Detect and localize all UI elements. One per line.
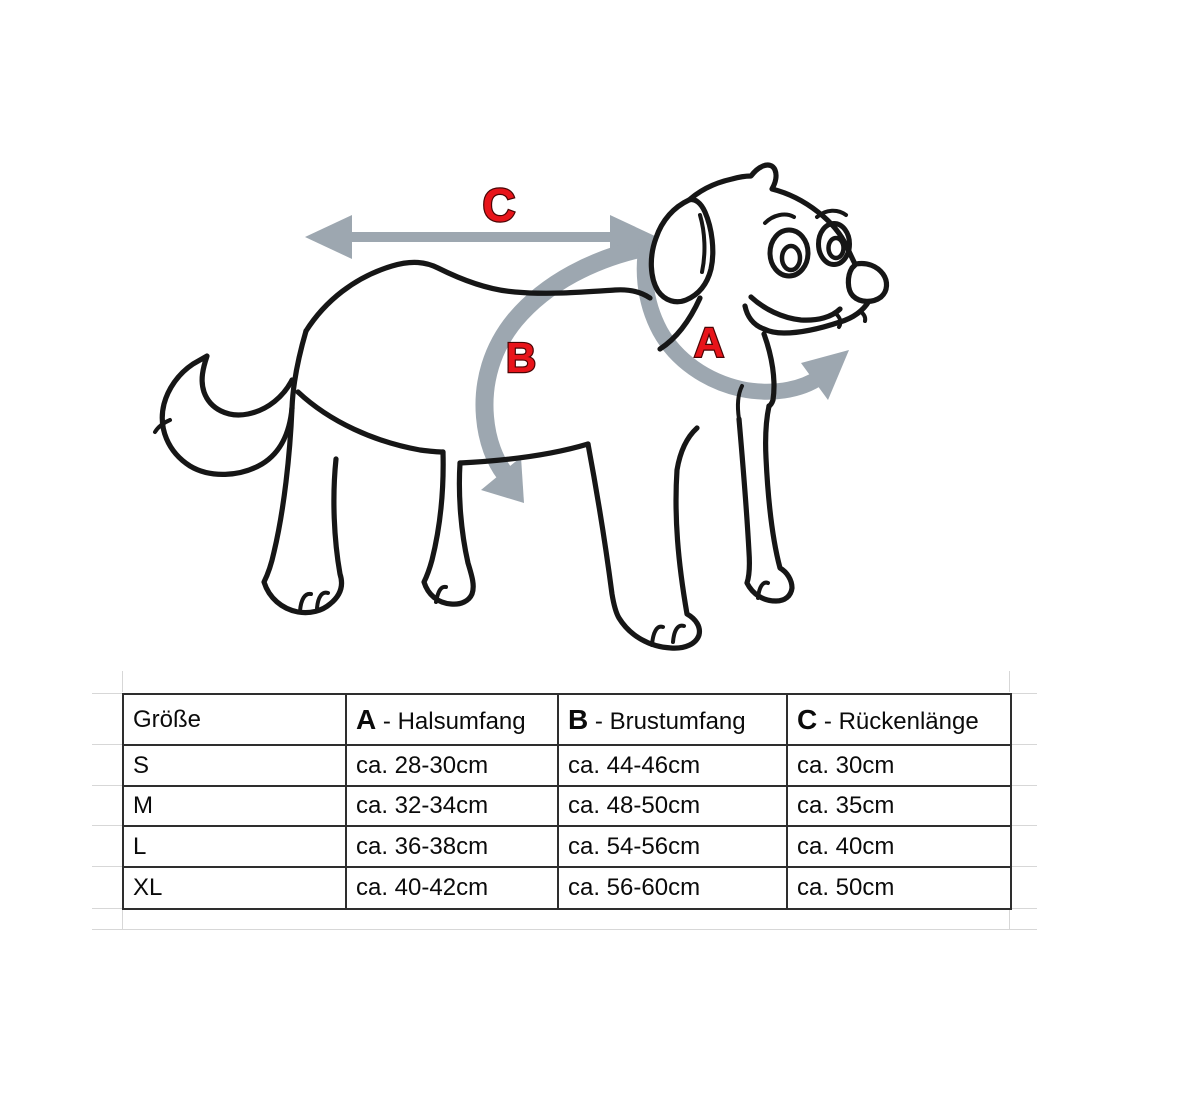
label-back-length-c: C — [482, 179, 516, 231]
size-table — [122, 693, 1012, 910]
table-row-l — [123, 826, 1011, 867]
cell-chest: ca. 44-46cm — [558, 745, 787, 786]
header-neck: A - Halsumfang — [346, 694, 558, 745]
header-back: C - Rückenlänge — [787, 694, 1011, 745]
cell-size: M — [123, 786, 346, 826]
table-row-xl — [123, 867, 1011, 909]
table-row-m — [123, 786, 1011, 826]
dog-tail — [162, 356, 292, 474]
cell-back: ca. 35cm — [787, 786, 1011, 826]
cell-chest: ca. 48-50cm — [558, 786, 787, 826]
size-table-header-row — [123, 694, 1011, 745]
header-chest: B - Brustumfang — [558, 694, 787, 745]
cell-neck: ca. 28-30cm — [346, 745, 558, 786]
cell-neck: ca. 40-42cm — [346, 867, 558, 909]
header-size: Größe — [123, 694, 346, 745]
cell-back: ca. 30cm — [787, 745, 1011, 786]
label-neck-girth-a: A — [693, 319, 725, 366]
cell-size: S — [123, 745, 346, 786]
dog-nose — [848, 263, 886, 301]
cell-back: ca. 40cm — [787, 826, 1011, 867]
label-chest-girth-b: B — [505, 334, 537, 381]
cell-chest: ca. 56-60cm — [558, 867, 787, 909]
table-row-s — [123, 745, 1011, 786]
cell-size: XL — [123, 867, 346, 909]
cell-neck: ca. 32-34cm — [346, 786, 558, 826]
cell-neck: ca. 36-38cm — [346, 826, 558, 867]
cell-size: L — [123, 826, 346, 867]
cell-chest: ca. 54-56cm — [558, 826, 787, 867]
cell-back: ca. 50cm — [787, 867, 1011, 909]
